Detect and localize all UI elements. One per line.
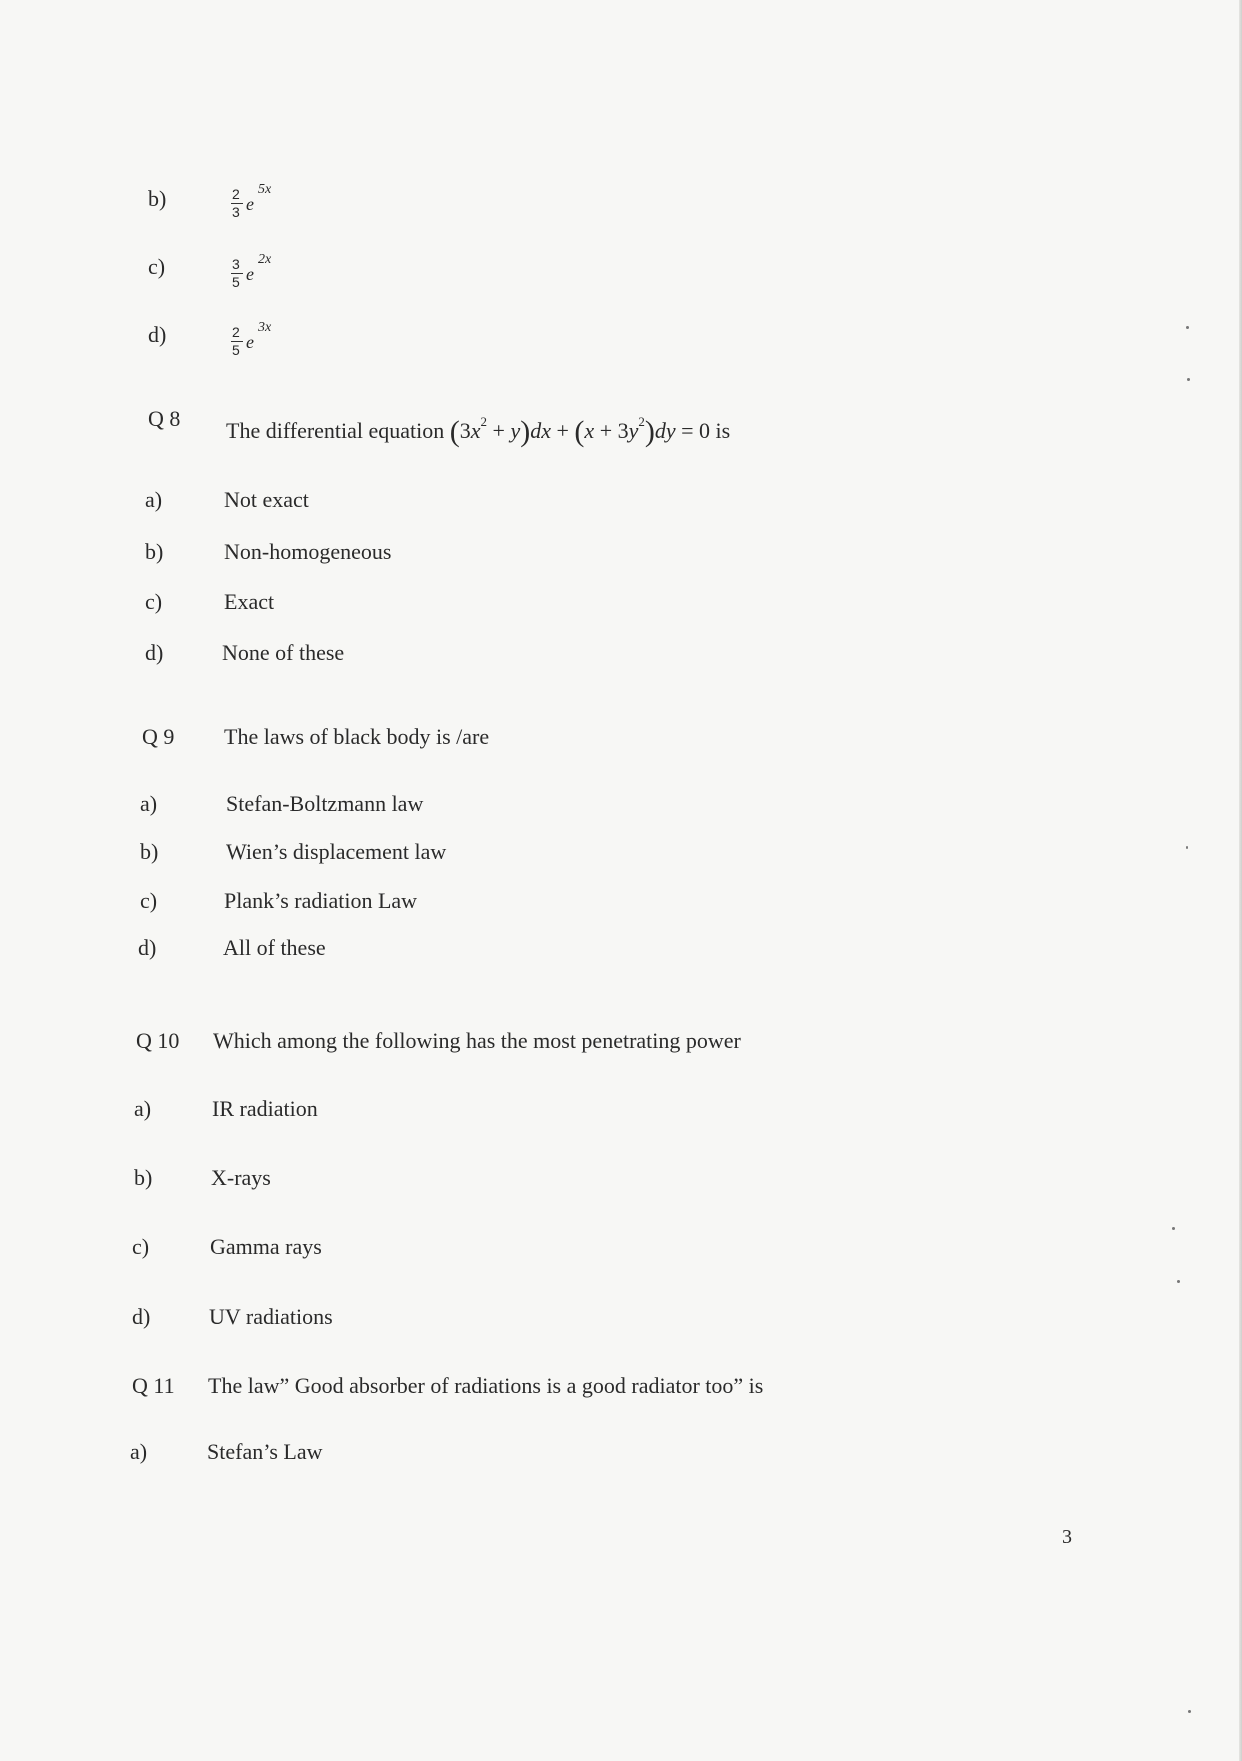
option-text: UV radiations (209, 1304, 333, 1329)
question-suffix: = 0 is (681, 418, 731, 443)
q8-option-a (0, 487, 1242, 527)
option-text: Gamma rays (210, 1234, 322, 1259)
differential-equation: $(3x^2 + y)dx + (x + 3y^2)dy$ (449, 414, 676, 448)
exponential-base: e (246, 264, 254, 284)
q7-option-d (0, 322, 1242, 362)
option-label: c) (145, 589, 163, 614)
exponent: 5x (258, 182, 272, 197)
numerator: 3 (232, 256, 240, 272)
option-label: d) (132, 1304, 151, 1329)
scan-speck (1177, 1280, 1180, 1283)
option-text: Stefan’s Law (207, 1439, 323, 1464)
option-label: d) (138, 935, 157, 960)
option-text: Stefan-Boltzmann law (226, 791, 424, 816)
scan-speck (1186, 846, 1188, 849)
question-number: Q 9 (142, 724, 175, 749)
question-text: The law” Good absorber of radiations is a good radiator too” is (208, 1373, 764, 1398)
q10-option-c (0, 1234, 1242, 1274)
option-text: All of these (223, 935, 326, 960)
scan-speck (1188, 1710, 1191, 1713)
option-label: c) (140, 888, 158, 913)
option-label: a) (145, 487, 163, 512)
option-text: Non-homogeneous (224, 539, 392, 564)
option-text: Plank’s radiation Law (224, 888, 418, 913)
option-text: IR radiation (212, 1096, 318, 1121)
option-text: X-rays (211, 1165, 271, 1190)
option-label: d) (145, 640, 164, 665)
question-number: Q 8 (148, 406, 181, 431)
denominator: 3 (232, 204, 240, 220)
option-label: b) (145, 539, 164, 564)
exponent: 2x (258, 252, 272, 267)
question-11 (0, 1373, 1242, 1413)
option-text: None of these (222, 640, 345, 665)
q7-option-c (0, 254, 1242, 294)
q9-option-a (0, 791, 1242, 831)
q10-option-b (0, 1165, 1242, 1205)
q9-option-b (0, 839, 1242, 879)
exponent: 3x (258, 320, 272, 335)
scan-speck (1186, 326, 1189, 329)
question-number: Q 11 (132, 1373, 175, 1398)
exponential-base: e (246, 332, 254, 352)
option-label: c) (148, 254, 166, 279)
option-label: c) (132, 1234, 150, 1259)
option-text: Wien’s displacement law (226, 839, 447, 864)
option-text: Not exact (224, 487, 309, 512)
option-label: b) (134, 1165, 153, 1190)
question-prefix: The differential equation (226, 418, 445, 443)
question-number: Q 10 (136, 1028, 180, 1053)
numerator: 2 (232, 324, 240, 340)
q7-option-b (0, 182, 1242, 226)
scan-speck (1187, 378, 1190, 381)
question-text (226, 414, 730, 449)
q8-option-b (0, 539, 1242, 579)
option-label: b) (140, 839, 159, 864)
q8-option-c (0, 589, 1242, 629)
option-label: a) (140, 791, 158, 816)
scan-speck (1172, 1227, 1175, 1230)
q8-option-d (0, 640, 1242, 680)
q11-option-a (0, 1439, 1242, 1479)
question-8 (0, 406, 1242, 456)
q10-option-a (0, 1096, 1242, 1136)
question-text: The laws of black body is /are (224, 724, 490, 749)
q9-option-d (0, 935, 1242, 975)
exponential-base: e (246, 194, 254, 214)
q10-option-d (0, 1304, 1242, 1344)
option-label: d) (148, 322, 167, 347)
numerator: 2 (232, 186, 240, 202)
page-number: 3 (1062, 1526, 1072, 1548)
option-label: a) (130, 1439, 148, 1464)
question-9 (0, 724, 1242, 764)
denominator: 5 (232, 274, 240, 290)
option-text: Exact (224, 589, 275, 614)
denominator: 5 (232, 342, 240, 358)
q9-option-c (0, 888, 1242, 928)
option-label: b) (148, 186, 167, 211)
question-10 (0, 1028, 1242, 1068)
question-text: Which among the following has the most penetrating power (213, 1028, 741, 1053)
option-label: a) (134, 1096, 152, 1121)
